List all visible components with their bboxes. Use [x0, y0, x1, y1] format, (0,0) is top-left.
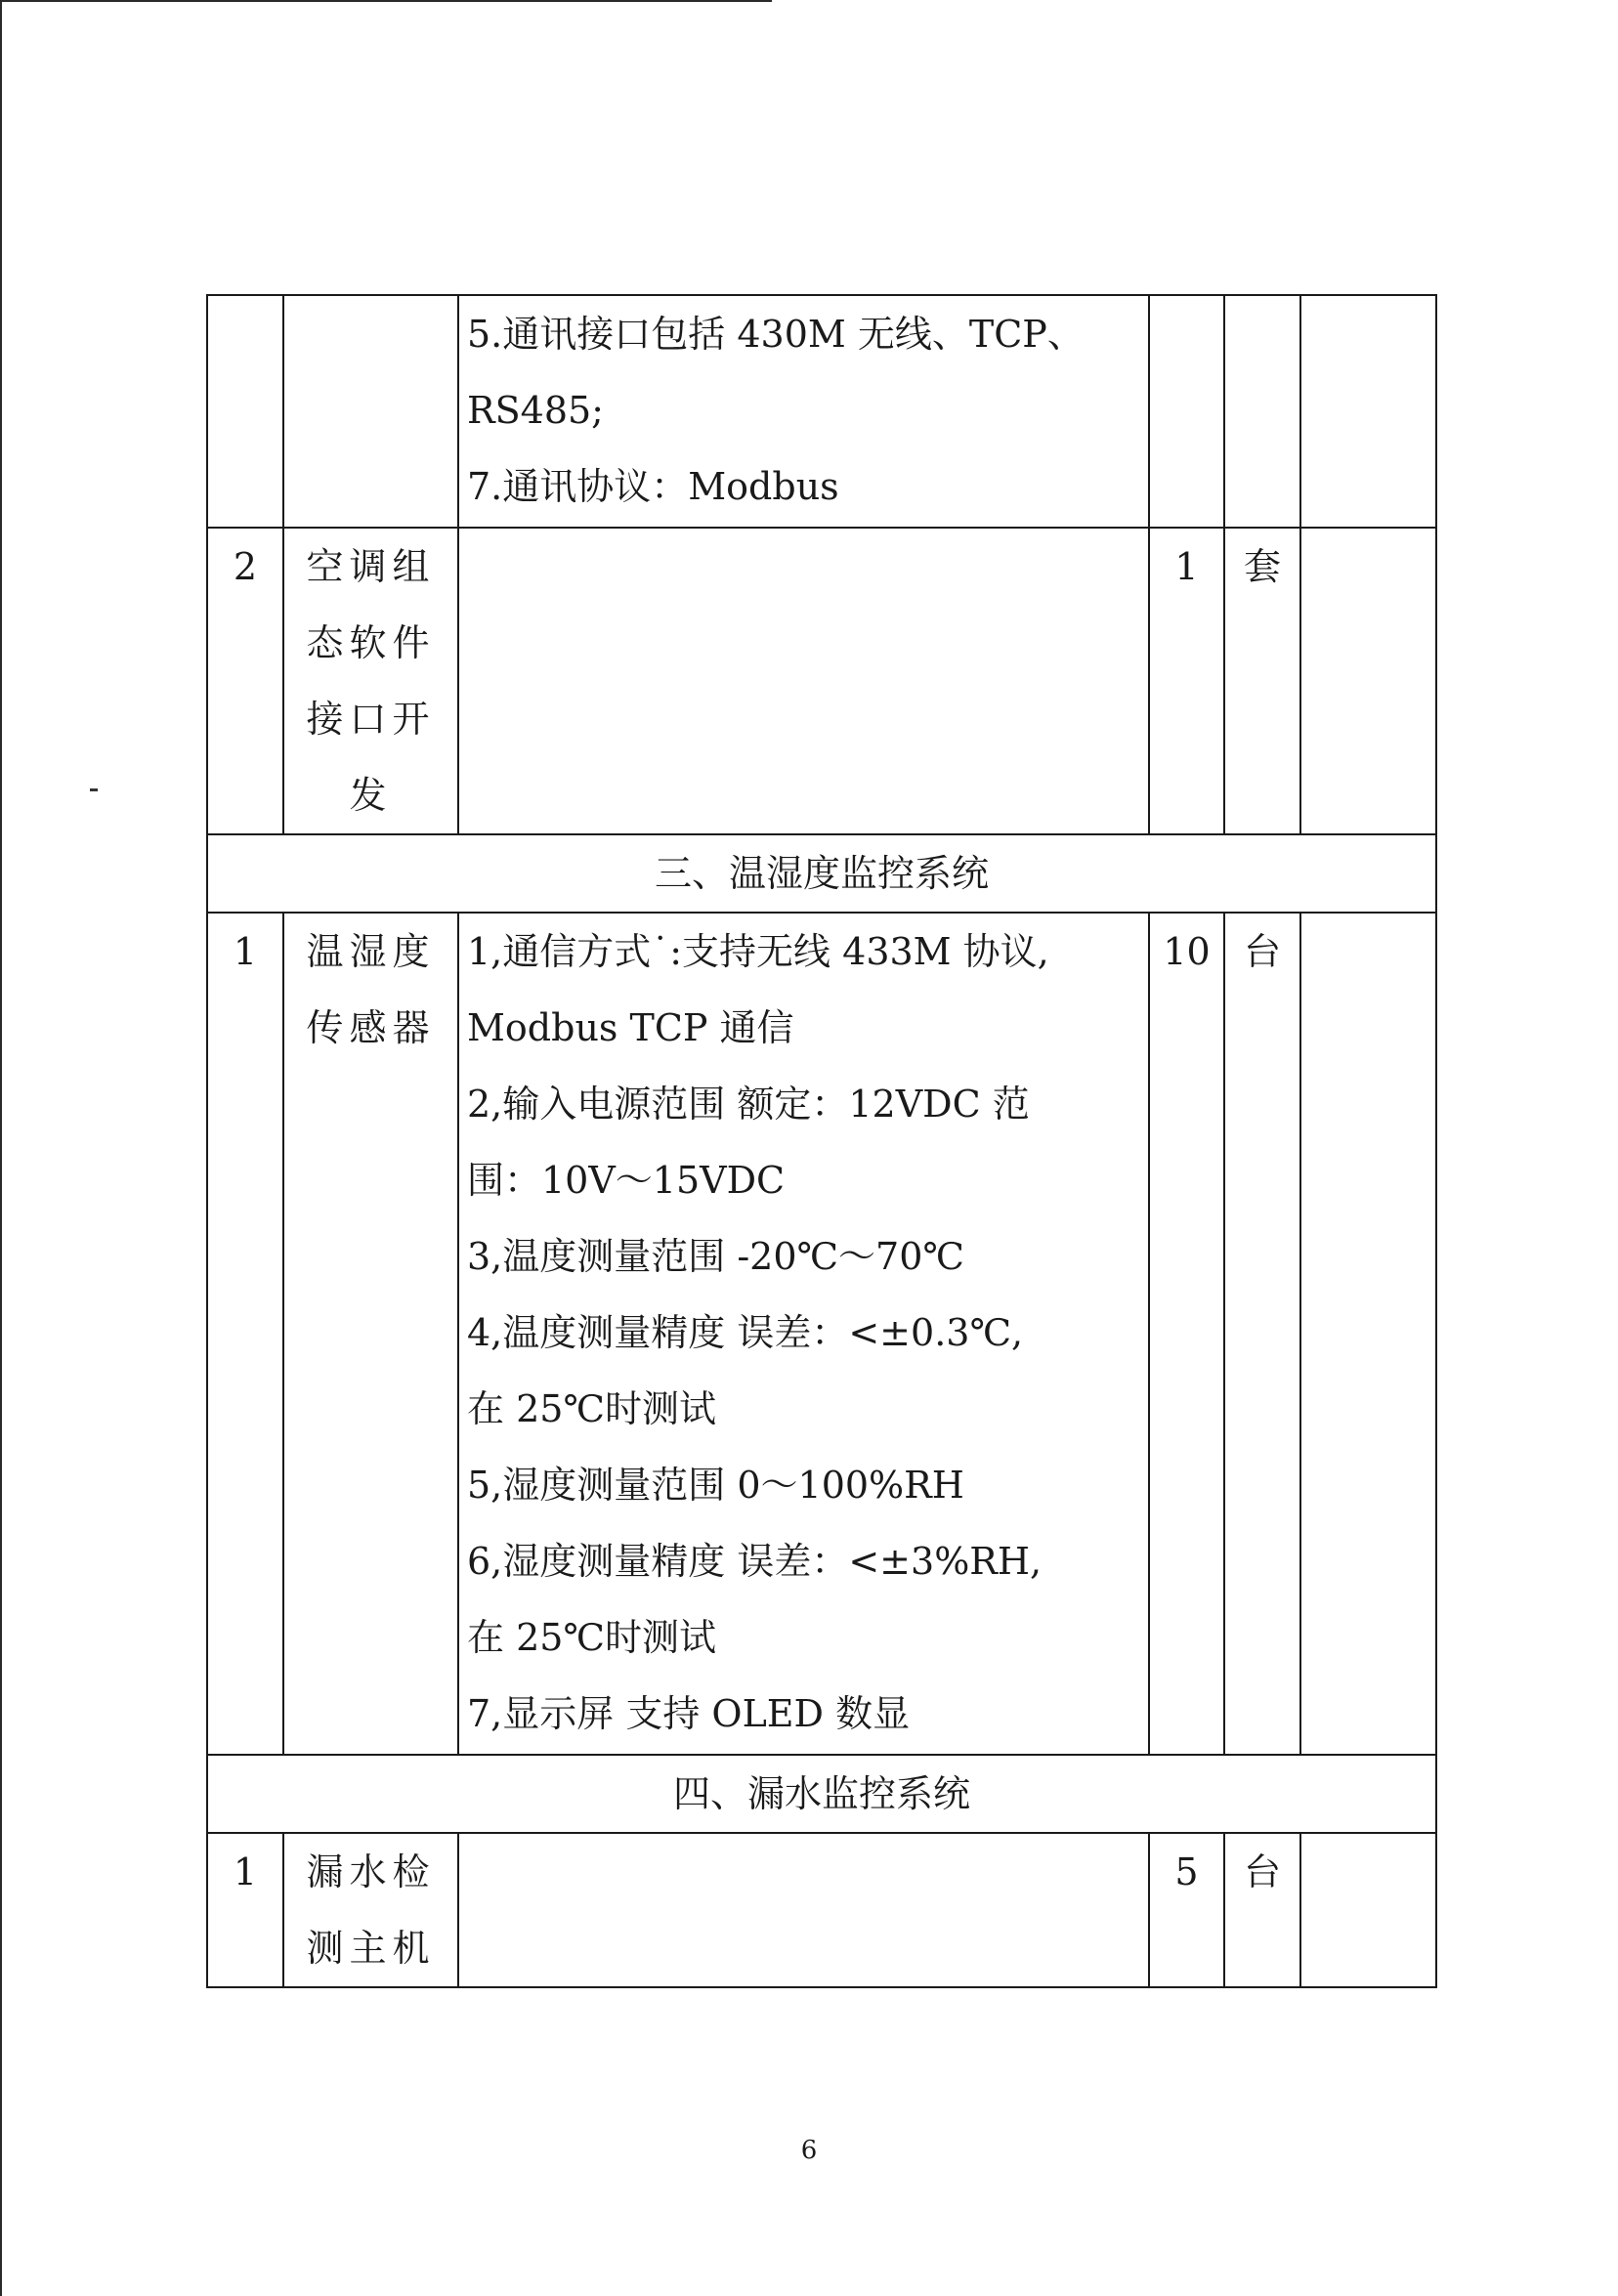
name-line: 态软件	[306, 621, 436, 664]
name-line: 发	[349, 774, 393, 817]
cell-no: 2	[207, 528, 283, 834]
spec-line: 在 25℃时测试	[467, 1387, 716, 1430]
spec-line: 3,温度测量范围 -20℃～70℃	[467, 1235, 964, 1278]
cell-no: 1	[207, 913, 283, 1755]
table-row	[207, 1833, 1436, 1987]
spec-line: 围：10V～15VDC	[467, 1159, 786, 1202]
spec-line: 7.通讯协议：Modbus	[467, 465, 839, 508]
cell-unit	[1224, 295, 1300, 528]
cell-name	[283, 1833, 458, 1987]
page-number: 6	[800, 2136, 818, 2165]
spec-line: 6,湿度测量精度 误差：<±3%RH,	[467, 1540, 1043, 1583]
name-line: 温湿度	[306, 930, 436, 973]
cell-remark	[1300, 528, 1436, 834]
name-line: 接口开	[306, 698, 436, 741]
cell-remark	[1300, 1833, 1436, 1987]
spec-line: RS485;	[467, 389, 604, 432]
cell-remark	[1300, 913, 1436, 1755]
spec-line: Modbus TCP 通信	[467, 1006, 794, 1049]
scan-edge-left	[0, 0, 2, 2296]
cell-spec	[458, 528, 1149, 834]
name-line: 空调组	[306, 545, 436, 588]
spec-line: 2,输入电源范围 额定：12VDC 范	[467, 1083, 1030, 1126]
cell-no: 1	[207, 1833, 283, 1987]
table-row	[207, 528, 1436, 834]
spec-line: 5,湿度测量范围 0～100%RH	[467, 1464, 964, 1507]
spec-line: 1,通信方式˙:支持无线 433M 协议,	[467, 930, 1049, 973]
spec-line: 在 25℃时测试	[467, 1616, 716, 1659]
section-header-row	[207, 1755, 1436, 1833]
section-header-row	[207, 834, 1436, 913]
cell-qty: 1	[1149, 528, 1224, 834]
cell-spec	[458, 1833, 1149, 1987]
cell-name	[283, 913, 458, 1755]
section-title: 四、漏水监控系统	[207, 1755, 1436, 1833]
cell-no	[207, 295, 283, 528]
cell-remark	[1300, 295, 1436, 528]
cell-qty: 5	[1149, 1833, 1224, 1987]
cell-qty	[1149, 295, 1224, 528]
table-row	[207, 295, 1436, 528]
section-title: 三、温湿度监控系统	[207, 834, 1436, 913]
scan-edge-top	[0, 0, 772, 2]
cell-qty: 10	[1149, 913, 1224, 1755]
spec-line: 5.通讯接口包括 430M 无线、TCP、	[467, 313, 1085, 356]
cell-spec	[458, 913, 1149, 1755]
cell-unit: 台	[1224, 1833, 1300, 1987]
name-line: 传感器	[306, 1006, 436, 1049]
cell-spec	[458, 295, 1149, 528]
specification-table	[206, 294, 1437, 1988]
table-row	[207, 913, 1436, 1755]
cell-unit: 台	[1224, 913, 1300, 1755]
spec-line: 4,温度测量精度 误差：<±0.3℃,	[467, 1311, 1024, 1354]
spec-line: 7,显示屏 支持 OLED 数显	[467, 1692, 911, 1735]
cell-name	[283, 528, 458, 834]
name-line: 漏水检	[306, 1850, 436, 1893]
scan-speck	[90, 788, 98, 791]
cell-name	[283, 295, 458, 528]
cell-unit: 套	[1224, 528, 1300, 834]
name-line: 测主机	[306, 1927, 436, 1970]
